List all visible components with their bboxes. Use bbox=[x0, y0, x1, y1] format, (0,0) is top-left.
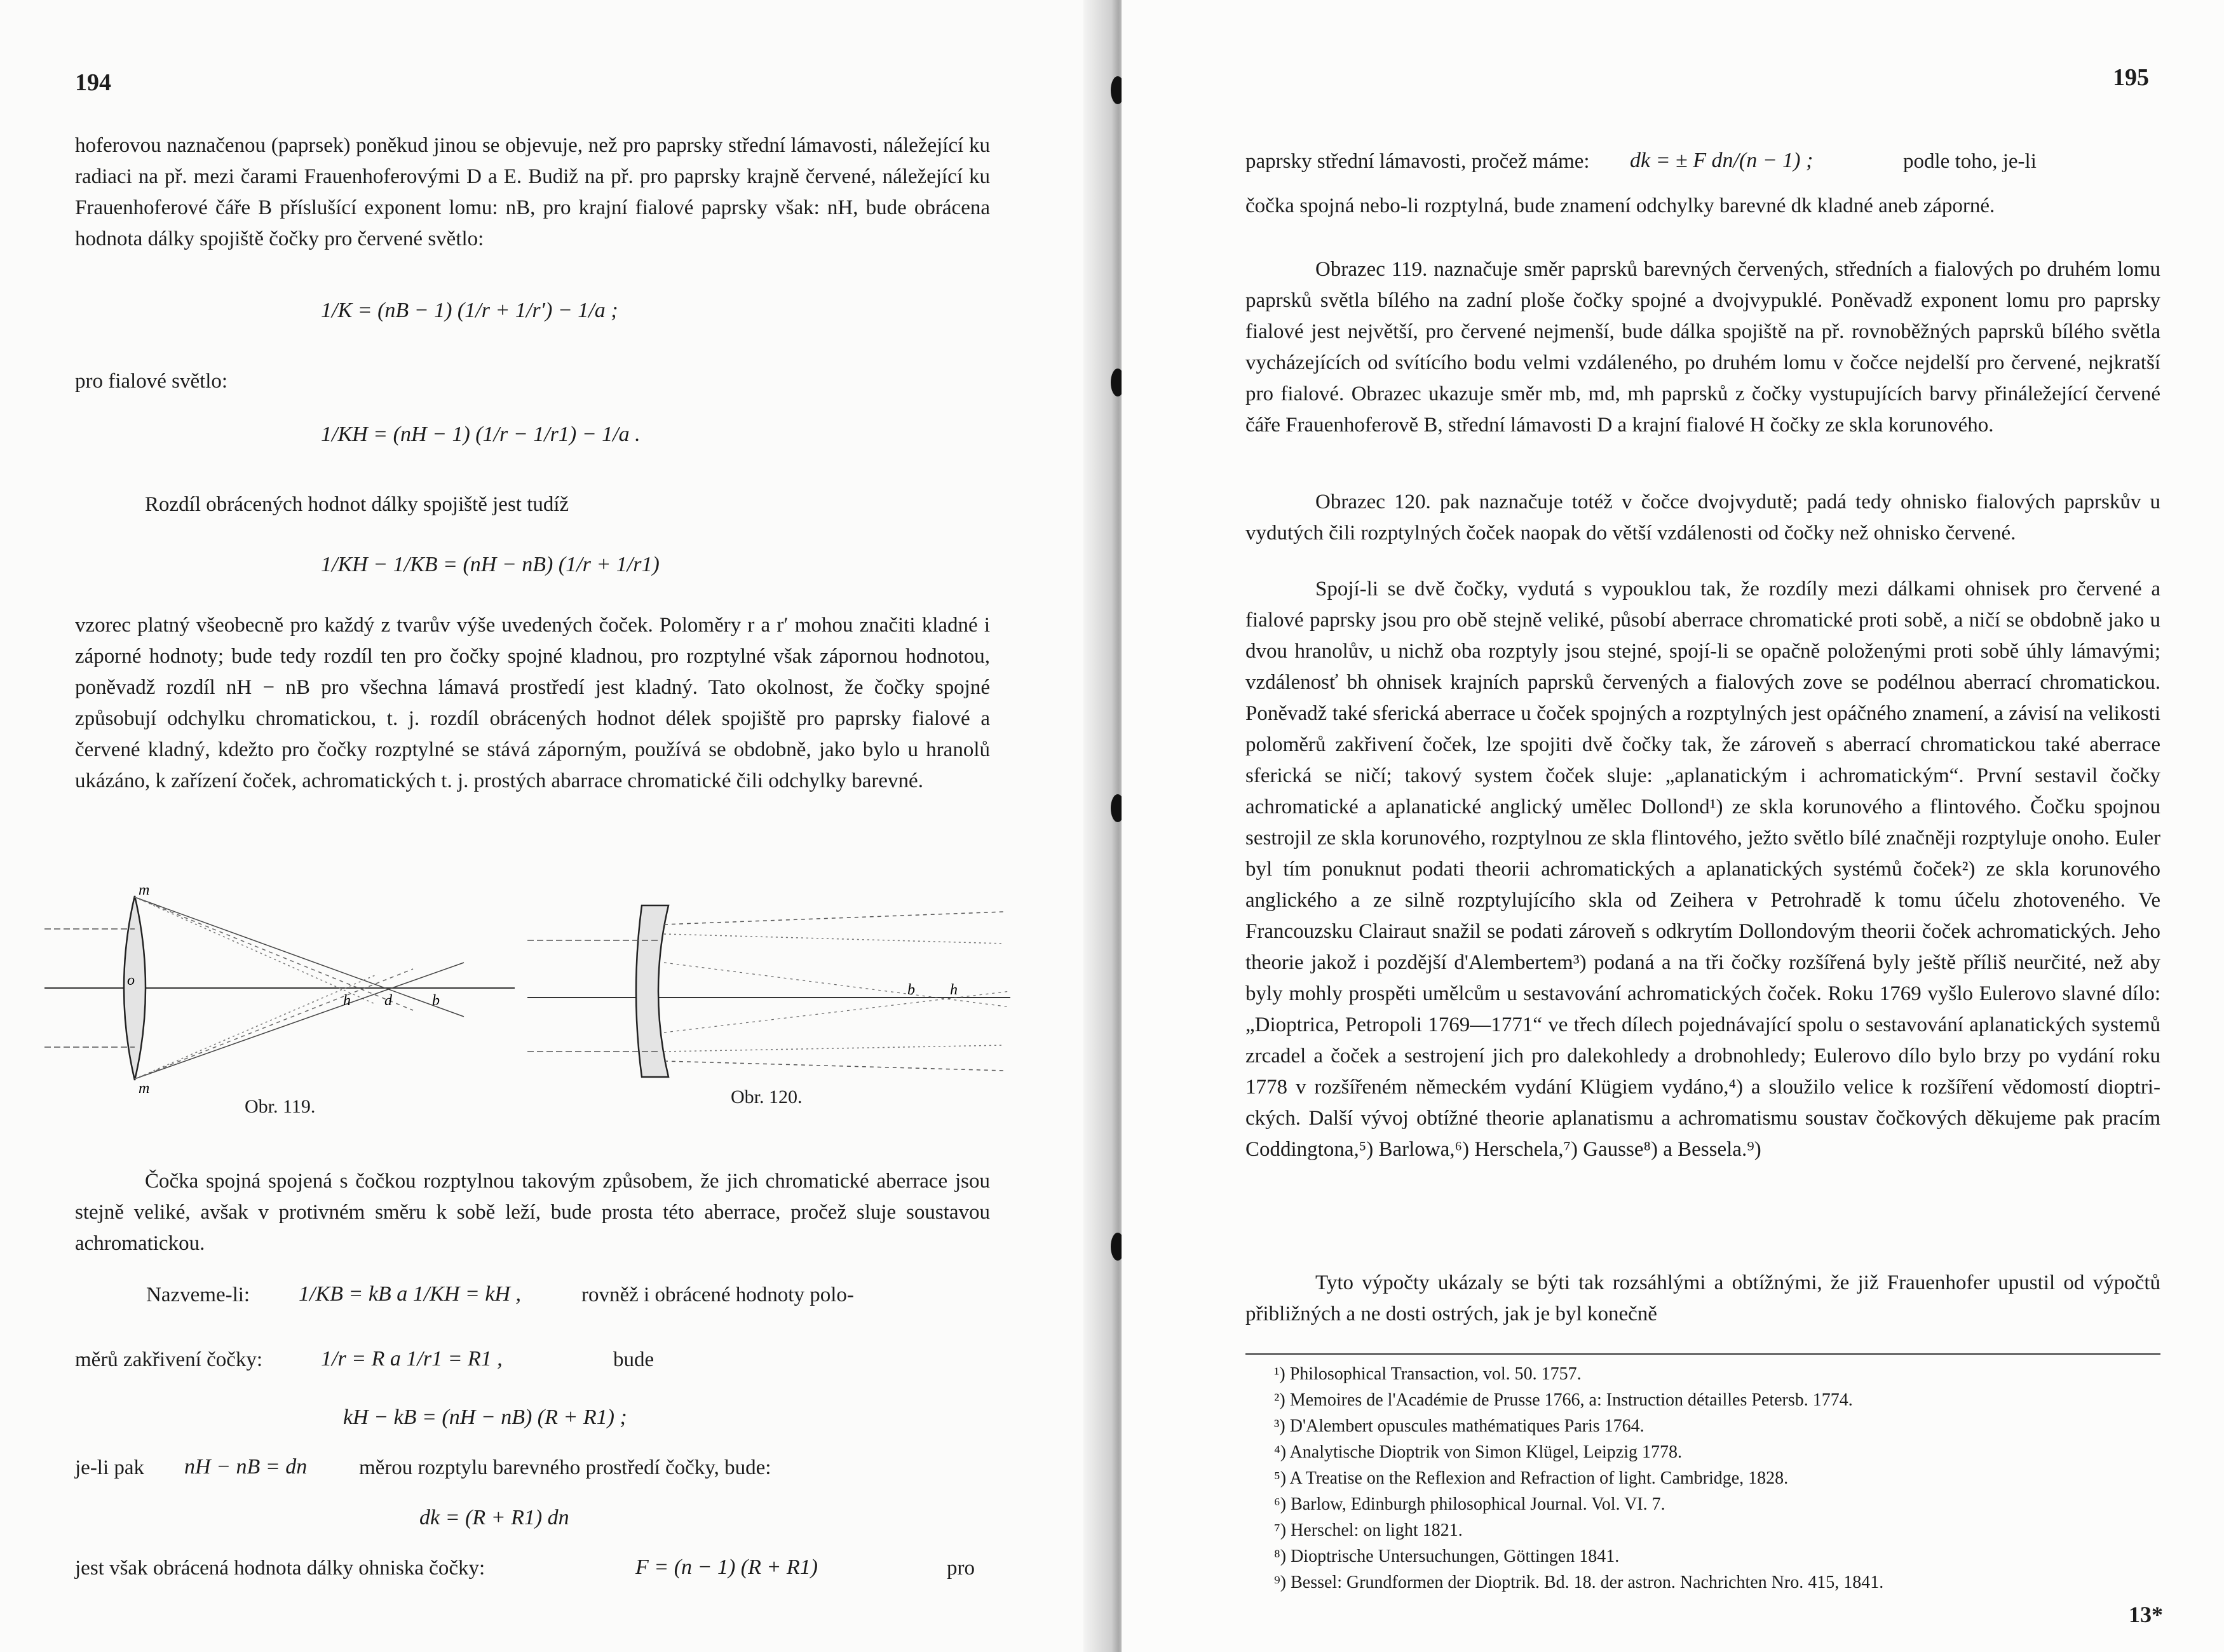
diverging-ray-top-2 bbox=[664, 934, 1004, 944]
ray-to-b-bottom bbox=[135, 963, 464, 1079]
right-paragraph-4: Spojí-li se dvě čočky, vydutá s vypouklou tak, že rozdíly mezi dálkami ohnisek pro červené a fialové paprsky jsou pro obě stejně veliké, působí aberrace chromatické proti sobě, a ničí se obdobně jako u dvou hranolův, u nichž oba rozptyly jsou stejné, spojí-li se opačně položenými proti sobě úhly lámavými; vzdálenosť bh ohnisek krajních paprsků červených a fialových zove se podélnou aberrací chromatickou. Poněvadž také sferická aberrace u čoček spojných a rozptylných jest opáčného znamení, a závisí na velikosti poloměrů zakřivení čoček, lze spojiti dvě čočky tak, že zároveň s aberrací chromatickou také aberrace sferická se ničí; takový system čoček sluje: „aplanatickým i achromatickým“. První sestavil čočky achromatické a aplanatické anglický umělec Dollond¹) ze skla korunového a flintového. Čočku spojnou sestrojil ze skla korunového, rozptylnou ze skla flintového, ježto světlo bílé značněji rozptyluje onoho. Euler byl tím ponuknut podati theorii achromatických a aplanatických systémů čoček²) ze skla korunového anglického a ze silně rozptylujícího skla od Zeihera v Petrohradě k tomu účelu zhotoveného. Ve Francouzsku Clairaut snažil se podati zároveň s odkrytím Dollondovým theorii čoček achromatických. Jeho theorie jakož i pozdější d'Alembertem³) podaná a na tři čočky rozšířená byly ještě příliš neurčité, než aby byly mohly prospěti umělcům u sestavování achromatických čoček. Roku 1769 vyšlo Eulerovo slavné dílo: „Dioptrica, Petropoli 1769—1771“ ve třech dílech pojednávající spolu o sestavování aplanatických systemů zrcadel a čoček a sestrojení jich pro dalekohledy a drobnohledy; Eulerovo dílo bylo brzy po vydání roku 1778 v rozšířeném německém vydání Klügiem vydáno,⁴) a sloužilo velice k rozšíření vědomostí dioptri-ckých. Další vývoj obtížné theorie aplanatismu a achromatismu soustav čočkových děkujeme pak pracím Coddingtona,⁵) Barlowa,⁶) Herschela,⁷) Gausse⁸) a Bessela.⁹) bbox=[1245, 578, 2160, 1161]
line-focal-text: jest však obrácená hodnota dálky ohniska čočky: bbox=[75, 1557, 485, 1580]
footnote-divider bbox=[1245, 1353, 2160, 1355]
footnote-1: ¹) Philosophical Transaction, vol. 50. 1757. bbox=[1274, 1364, 1582, 1384]
equation-dk: dk = (R + R1) dn bbox=[419, 1506, 569, 1529]
figure-119-caption: Obr. 119. bbox=[245, 1096, 316, 1117]
right-paragraph-5: Tyto výpočty ukázaly se býti tak rozsáhlými a obtížnými, že již Frauenhofer upustil od výpočtů přibližných a ne dosti ostrých, jak je byl konečně bbox=[1245, 1271, 2160, 1325]
line-dk-math: dk = ± F dn/(n − 1) ; bbox=[1630, 149, 1814, 172]
line-define-r-text: měrů zakřivení čočky: bbox=[75, 1348, 263, 1371]
line-define-k-tail: rovněž i obrácené hodnoty polo- bbox=[581, 1283, 854, 1306]
left-paragraph-3: vzorec platný všeobecně pro každý z tvarův výše uvedených čoček. Poloměry r a r′ mohou značiti kladné i záporné hodnoty; bude tedy rozdíl ten pro čočky spojné kladnou, pro rozptylné však zápornou hodnotou, poněvadž rozdíl nH − nB pro všechna lámavá prostředí jest kladný. Tato okolnost, že čočky spojné způsobují odchylku chromatickou, t. j. rozdíl obrácených hodnot délek spojiště pro paprsky fialové a červené kladný, kdežto pro čočky rozptylné se stává záporným, používá se obdobně, jako bylo u hranolů ukázáno, k zařízení čoček, achromatických t. j. prostých abarrace chromatické čili odchylky barevné. bbox=[75, 614, 990, 792]
fig119-label-b: b bbox=[432, 992, 440, 1009]
fig119-label-d: d bbox=[384, 992, 392, 1009]
fig119-label-m-top: m bbox=[139, 883, 150, 898]
ray-to-d-bottom bbox=[135, 969, 413, 1079]
line-dk-text: paprsky střední lámavosti, pročež máme: bbox=[1245, 150, 1590, 173]
right-paragraph-3: Obrazec 120. pak naznačuje totéž v čočce dvojvydutě; padá tedy ohnisko fialových paprskův u vydutých čili rozptylných čoček naopak do větší vzdálenosti od čočky než ohnisko červené. bbox=[1245, 491, 2160, 545]
footnote-5: ⁵) A Treatise on the Reflexion and Refraction of light. Cambridge, 1828. bbox=[1274, 1468, 1789, 1488]
right-paragraph-2: Obrazec 119. naznačuje směr paprsků barevných červených, středních a fialových po druhém lomu paprsků světla bílého na zadní ploše čočky spojné a dvojvypuklé. Poněvadž exponent lomu pro paprsky fialové jest největší, pro červené nejmenší, bude dálka spojiště na př. rovnoběžných paprsků bílého světla vycházejících od svítícího bodu velmi vzdáleného, po druhém lomu v čočce nejdelší pro červené, nejkratší pro fialové. Obrazec ukazuje směr mb, md, mh paprsků z čočky vystupujících barvy přináležející červené čáře Frauenhoferově B, střední lámavosti D a krajní fialové H čočky ze skla korunového. bbox=[1245, 258, 2160, 437]
line-define-k-text: Nazveme-li: bbox=[146, 1283, 250, 1306]
label-violet-light: pro fialové světlo: bbox=[75, 370, 228, 393]
figure-120-concave-lens bbox=[527, 899, 1017, 1083]
virtual-ray-1 bbox=[664, 963, 1010, 1007]
line-dn-text: je-li pak bbox=[75, 1456, 145, 1479]
figure-120-caption: Obr. 120. bbox=[731, 1087, 803, 1107]
footnote-4: ⁴) Analytische Dioptrik von Simon Klügel, Leipzig 1778. bbox=[1274, 1442, 1683, 1462]
left-paragraph-2: Rozdíl obrácených hodnot dálky spojiště jest tudíž bbox=[145, 493, 569, 516]
ray-to-d-top bbox=[135, 897, 413, 1010]
line-focal-math: F = (n − 1) (R + R1) bbox=[635, 1555, 818, 1579]
diverging-ray-bottom-1 bbox=[664, 1061, 1004, 1071]
figure-119-convex-lens bbox=[44, 883, 527, 1093]
equation-red-light: 1/K = (nB − 1) (1/r + 1/r′) − 1/a ; bbox=[321, 299, 618, 322]
left-page bbox=[0, 0, 1109, 1652]
fig120-label-b: b bbox=[907, 982, 915, 998]
fig119-label-m-bottom: m bbox=[139, 1080, 150, 1093]
ray-to-h-bottom bbox=[135, 975, 375, 1079]
fig119-label-o: o bbox=[127, 972, 135, 989]
footnote-6: ⁶) Barlow, Edinburgh philosophical Journal. Vol. VI. 7. bbox=[1274, 1494, 1665, 1514]
line-focal-tail: pro bbox=[947, 1557, 975, 1580]
left-paragraph-1: hoferovou naznačenou (paprsek) poněkud jinou se objevuje, než pro paprsky střední lámavosti, náležející ku radiaci na př. mezi čarami Frauenhoferovými D a E. Budiž na př. pro paprsky krajně červené, náležející ku Frauenhoferové čáře B příslušící exponent lomu: nB, pro krajní fialové paprsky však: nH, bude obrácena hodnota dálky spojiště čočky pro červené světlo: bbox=[75, 134, 990, 250]
page-number-left: 194 bbox=[75, 69, 111, 96]
equation-k-difference: kH − kB = (nH − nB) (R + R1) ; bbox=[343, 1405, 627, 1429]
page-number-right: 195 bbox=[2113, 64, 2149, 91]
diverging-ray-top-1 bbox=[664, 912, 1004, 924]
footnote-8: ⁸) Dioptrische Untersuchungen, Göttingen 1841. bbox=[1274, 1547, 1620, 1566]
fig120-label-h: h bbox=[950, 982, 958, 998]
right-page bbox=[1122, 0, 2224, 1652]
footnote-3: ³) D'Alembert opuscules mathématiques Paris 1764. bbox=[1274, 1416, 1644, 1436]
equation-violet-light: 1/KH = (nH − 1) (1/r − 1/r1) − 1/a . bbox=[321, 423, 641, 446]
right-paragraph-1: čočka spojná nebo-li rozptylná, bude znamení odchylky barevné dk kladné aneb záporné. bbox=[1245, 194, 1995, 217]
diverging-ray-bottom-2 bbox=[664, 1045, 1004, 1052]
line-dn-math: nH − nB = dn bbox=[184, 1455, 308, 1479]
line-define-r-tail: bude bbox=[613, 1348, 654, 1371]
equation-difference: 1/KH − 1/KB = (nH − nB) (1/r + 1/r1) bbox=[321, 553, 660, 576]
fig119-label-h: h bbox=[343, 992, 351, 1009]
line-dk-tail: podle toho, je-li bbox=[1903, 150, 2037, 173]
line-define-r-math: 1/r = R a 1/r1 = R1 , bbox=[321, 1347, 503, 1371]
line-dn-tail: měrou rozptylu barevného prostředí čočky, bude: bbox=[359, 1456, 771, 1479]
line-define-k-math: 1/KB = kB a 1/KH = kH , bbox=[299, 1282, 521, 1306]
left-paragraph-4: Čočka spojná spojená s čočkou rozptylnou takovým způsobem, že jich chromatické aberrace jsou stejně veliké, avšak v protivném směru k sobě leží, bude prosta této aberrace, pročež sluje soustavou achromatickou. bbox=[75, 1170, 990, 1255]
signature-mark: 13* bbox=[2129, 1602, 2163, 1627]
footnote-9: ⁹) Bessel: Grundformen der Dioptrik. Bd. 18. der astron. Nachrichten Nro. 415, 1841. bbox=[1274, 1573, 1884, 1592]
ray-to-b-top bbox=[135, 897, 464, 1017]
footnote-2: ²) Memoires de l'Académie de Prusse 1766, a: Instruction détailles Petersb. 1774. bbox=[1274, 1390, 1853, 1410]
footnote-7: ⁷) Herschel: on light 1821. bbox=[1274, 1520, 1463, 1540]
